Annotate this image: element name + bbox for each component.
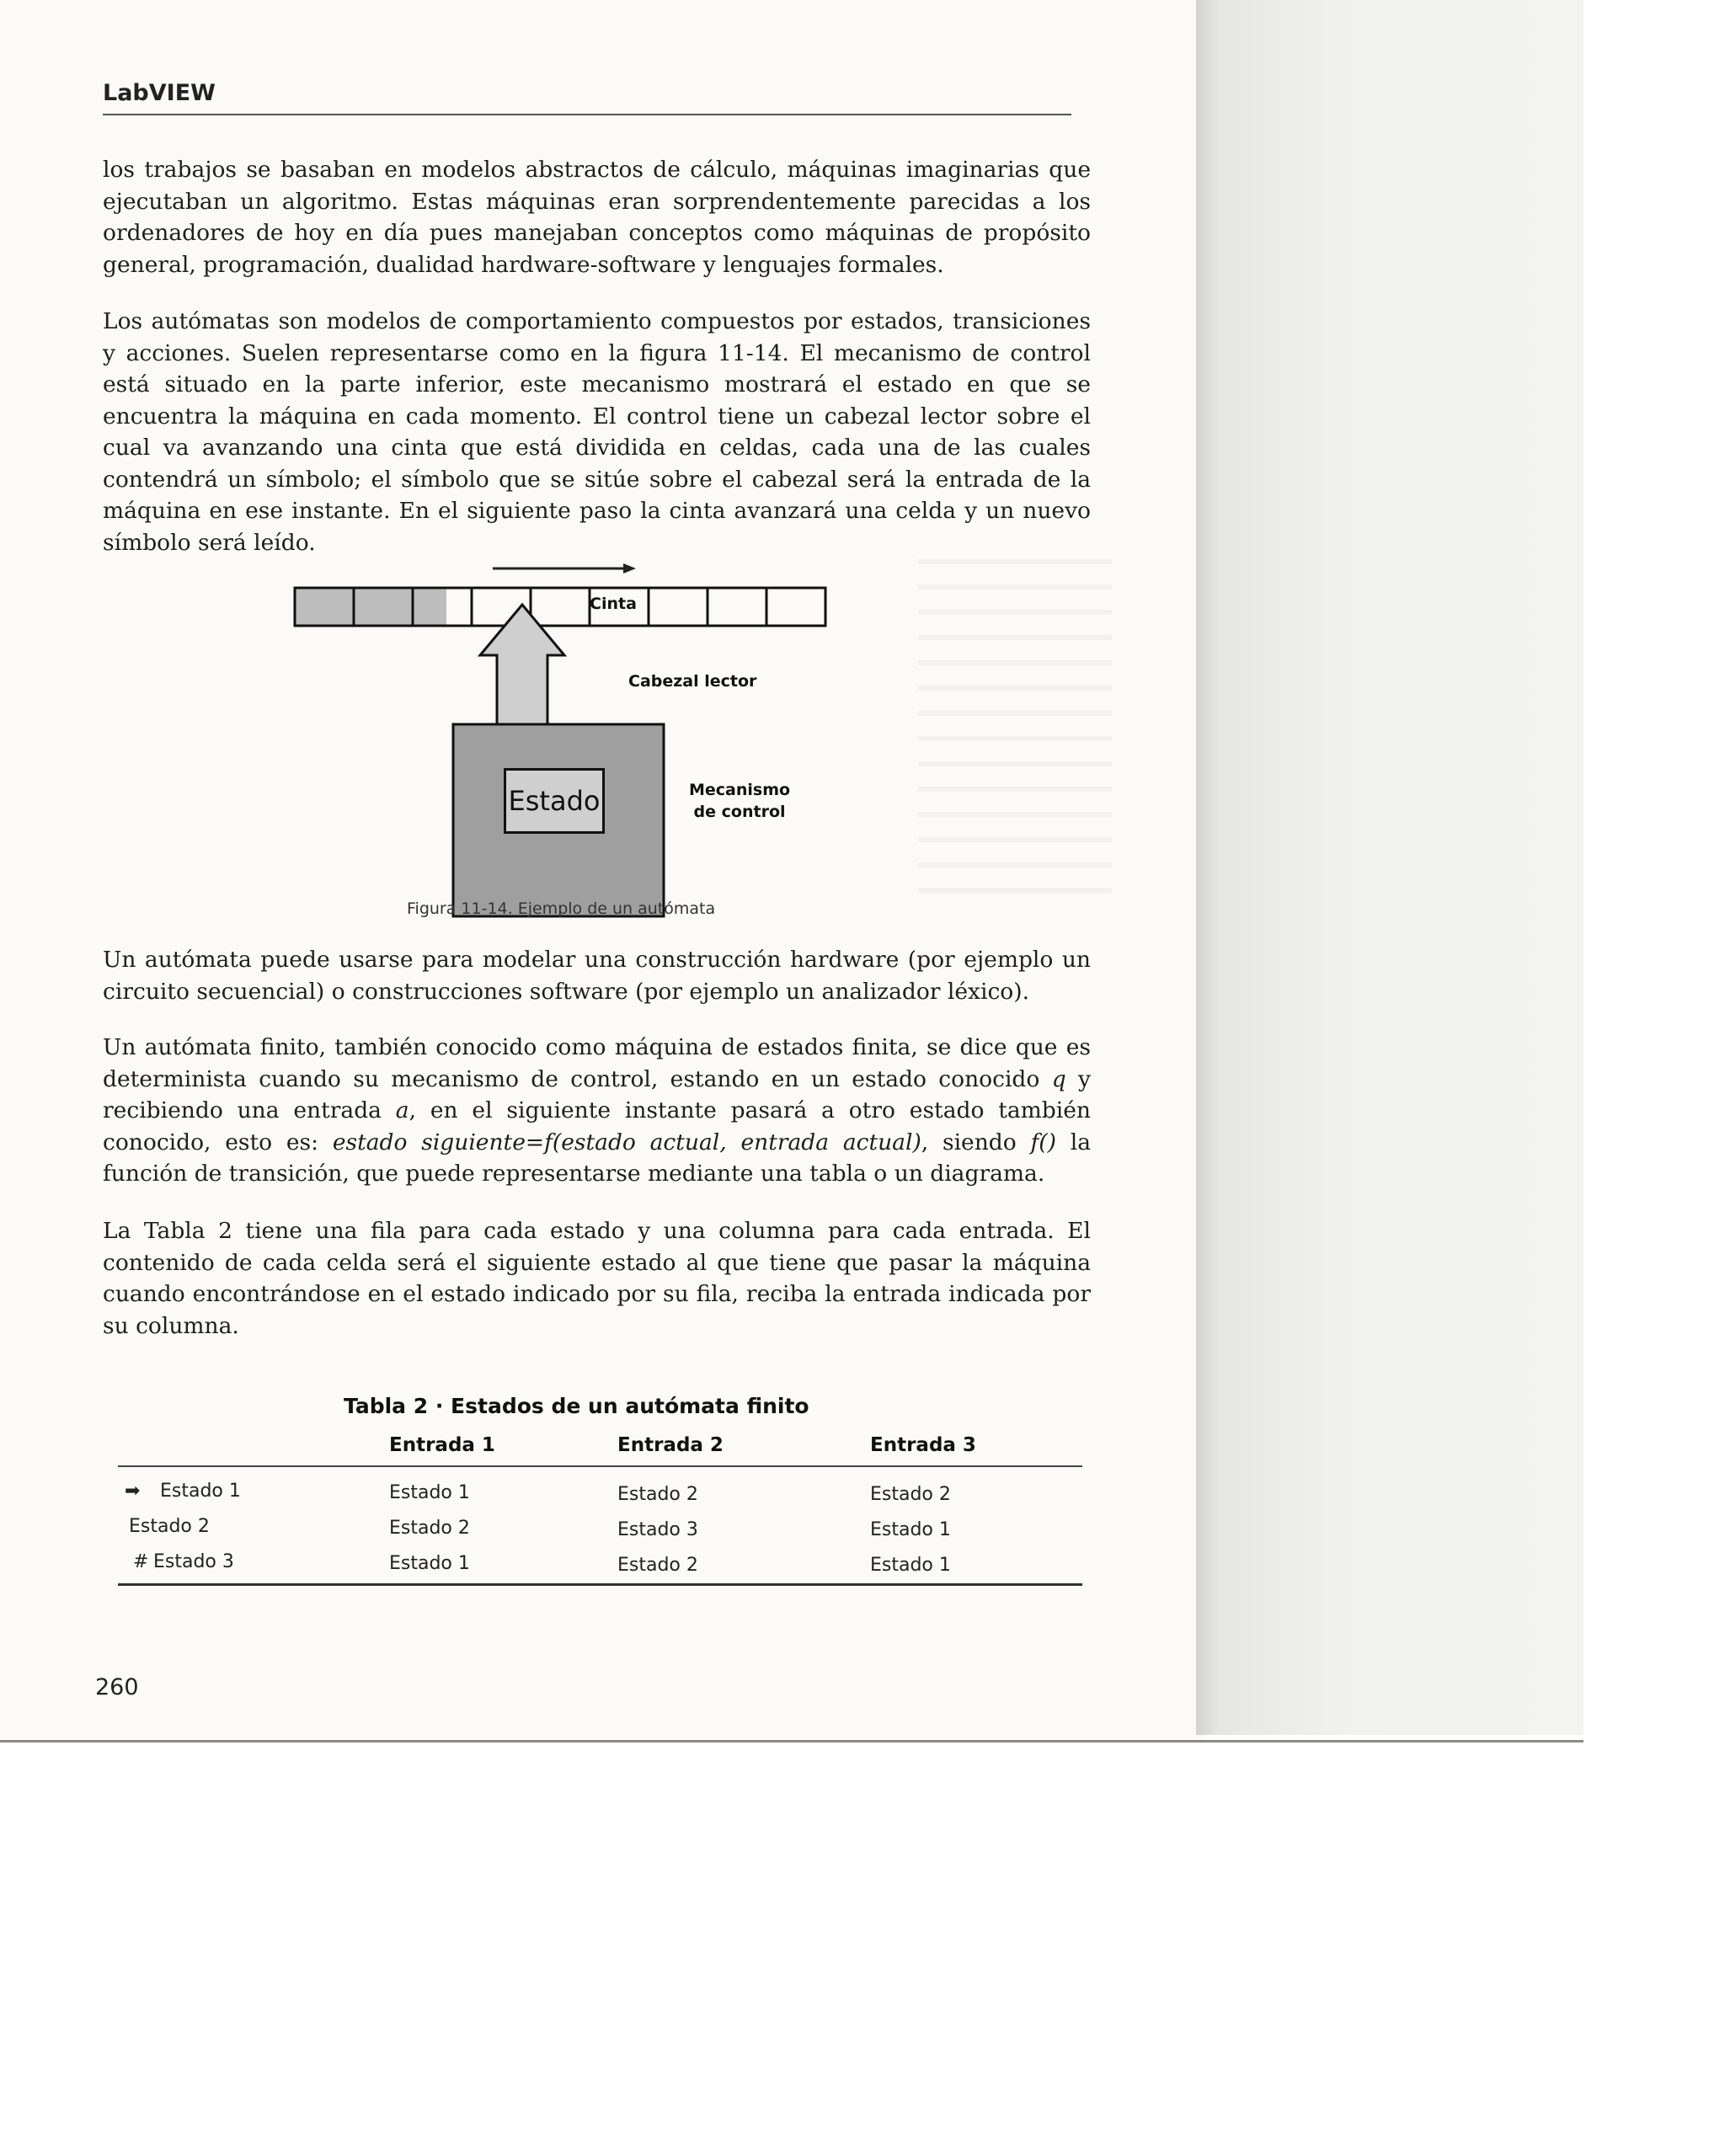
tape-direction-arrow-head (623, 563, 636, 574)
table-cell: Estado 2 (389, 1518, 470, 1539)
table-header-entrada-2: Entrada 2 (617, 1434, 724, 1456)
read-head-label: Cabezal lector (628, 672, 757, 691)
paragraph-1: los trabajos se basaban en modelos abstractos de cálculo, máquinas imaginarias que ejecutaban un algoritmo. Estas máquinas eran sorprendentemente parecidas a los ordenadores de hoy en día pues manejaban conceptos como máquinas de propósito general, programación, dualidad hardware-software y lenguajes formales. (103, 157, 1091, 278)
table-cell: Estado 1 (870, 1555, 951, 1576)
table-cell: Estado 1 (389, 1482, 470, 1503)
table-cell: Estado 2 (870, 1484, 951, 1505)
table-row-state: Estado 3 (153, 1551, 234, 1572)
table-cell: Estado 3 (617, 1519, 698, 1540)
automaton-diagram (261, 556, 851, 926)
table-row-state: Estado 1 (160, 1481, 241, 1502)
read-head-arrow (480, 605, 564, 724)
facing-page-shadow (1196, 0, 1583, 1735)
page-number: 260 (95, 1674, 139, 1700)
table-header-entrada-1: Entrada 1 (389, 1434, 495, 1456)
paragraph-4 (103, 1032, 1091, 1190)
table-header-entrada-3: Entrada 3 (870, 1434, 976, 1456)
p4-var-q: q (1051, 1065, 1066, 1092)
control-label-line-2: de control (693, 803, 786, 821)
tape-label: Cinta (590, 595, 637, 613)
table-row-state: Estado 2 (129, 1516, 210, 1537)
control-mechanism-label (689, 779, 790, 823)
p4-text-e: la función de transición, que puede representarse mediante una tabla o un diagrama. (103, 1129, 1091, 1187)
table-top-rule (118, 1465, 1082, 1467)
p4-text-a: Un autómata finito, también conocido como máquina de estados finita, se dice que es determinista cuando su mecanismo de control, estando en un estado conocido (103, 1034, 1091, 1092)
p4-function: f() (1030, 1129, 1056, 1155)
table-cell: Estado 1 (870, 1519, 951, 1540)
control-label-line-1: Mecanismo (689, 781, 791, 799)
paragraph-2: Los autómatas son modelos de comportamiento compuestos por estados, transiciones y acciones. Suelen representarse como en la figura 11-14. El mecanismo de control está situado en la parte inferior, este mecanismo mostrará el estado en que se encuentra la máquina en cada momento. El control tiene un cabezal lector sobre el cual va avanzando una cinta que está dividida en celdas, cada una de las cuales contendrá un símbolo; el símbolo que se sitúe sobre el cabezal será la entrada de la máquina en ese instante. En el siguiente paso la cinta avanzará una celda y un nuevo símbolo será leído. (103, 308, 1091, 556)
tape-shaded-segment (295, 588, 446, 626)
p4-formula: estado siguiente=f(estado actual, entrada actual) (332, 1129, 921, 1155)
table-cell: Estado 1 (389, 1553, 470, 1574)
automaton-figure (261, 556, 851, 926)
table-row-marker: # (133, 1551, 149, 1572)
scan-edge-line (0, 1740, 1583, 1742)
paragraph-5: La Tabla 2 tiene una fila para cada estado y una columna para cada entrada. El contenido de cada celda será el siguiente estado al que tiene que pasar la máquina cuando encontrándose en el estado indicado por su fila, reciba la entrada indicada por su columna. (103, 1218, 1091, 1339)
p4-var-a: a (395, 1097, 409, 1123)
table-bottom-rule (118, 1583, 1082, 1586)
header-title: LabVIEW (103, 80, 216, 106)
p4-text-c: , en el siguiente instante pasará a otro estado también conocido, esto es: (103, 1097, 1091, 1155)
table-row-marker: ➡ (125, 1481, 141, 1502)
table-cell: Estado 2 (617, 1484, 698, 1505)
table-title: Tabla 2 · Estados de un autómata finito (344, 1394, 809, 1418)
state-box: Estado (504, 768, 605, 834)
figure-caption: Figura 11-14. Ejemplo de un autómata (407, 899, 716, 918)
p4-text-b: y recibiendo una entrada (103, 1065, 1091, 1123)
table-cell: Estado 2 (617, 1555, 698, 1576)
paragraph-3: Un autómata puede usarse para modelar una construcción hardware (por ejemplo un circuito secuencial) o construcciones software (por ejemplo un analizador léxico). (103, 947, 1091, 1005)
running-header (103, 80, 1071, 115)
p4-text-d: , siendo (921, 1129, 1031, 1155)
bleed-through-text (918, 539, 1112, 893)
